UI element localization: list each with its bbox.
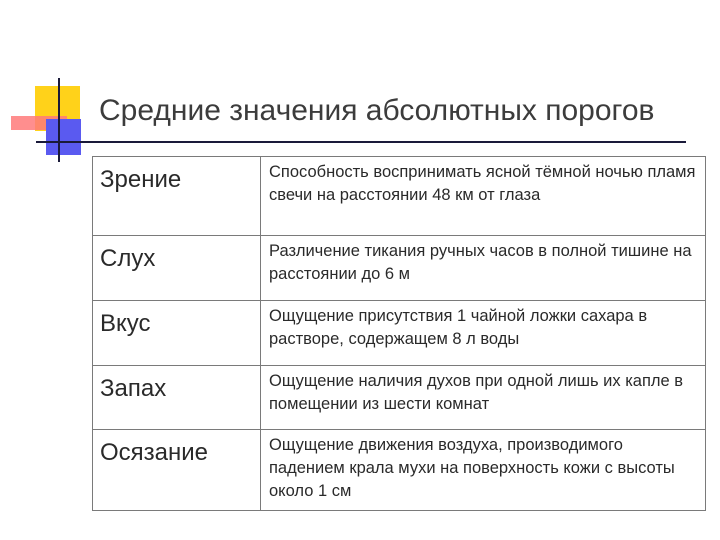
table-row — [93, 366, 706, 430]
description-cell: Способность воспринимать ясной тёмной ночью пламя свечи на расстоянии 48 км от глаза — [261, 157, 706, 236]
slide-title: Средние значения абсолютных порогов — [99, 94, 655, 127]
description-cell: Ощущение присутствия 1 чайной ложки сахара в растворе, содержащем 8 л воды — [261, 301, 706, 366]
decor-blue-square — [46, 119, 81, 155]
sense-cell: Слух — [93, 236, 261, 301]
table-row — [93, 157, 706, 236]
sense-cell: Осязание — [93, 430, 261, 511]
description-cell: Ощущение наличия духов при одной лишь их капле в помещении из шести комнат — [261, 366, 706, 430]
sense-cell: Запах — [93, 366, 261, 430]
sense-cell: Вкус — [93, 301, 261, 366]
thresholds-table — [92, 156, 706, 511]
table-row — [93, 301, 706, 366]
title-underline-rule — [36, 141, 686, 143]
sense-cell: Зрение — [93, 157, 261, 236]
table-row — [93, 236, 706, 301]
decor-vertical-rule — [58, 78, 60, 162]
description-cell: Ощущение движения воздуха, производимого падением крала мухи на поверхность кожи с высоты около 1 см — [261, 430, 706, 511]
description-cell: Различение тикания ручных часов в полной тишине на расстоянии до 6 м — [261, 236, 706, 301]
table-row — [93, 430, 706, 511]
